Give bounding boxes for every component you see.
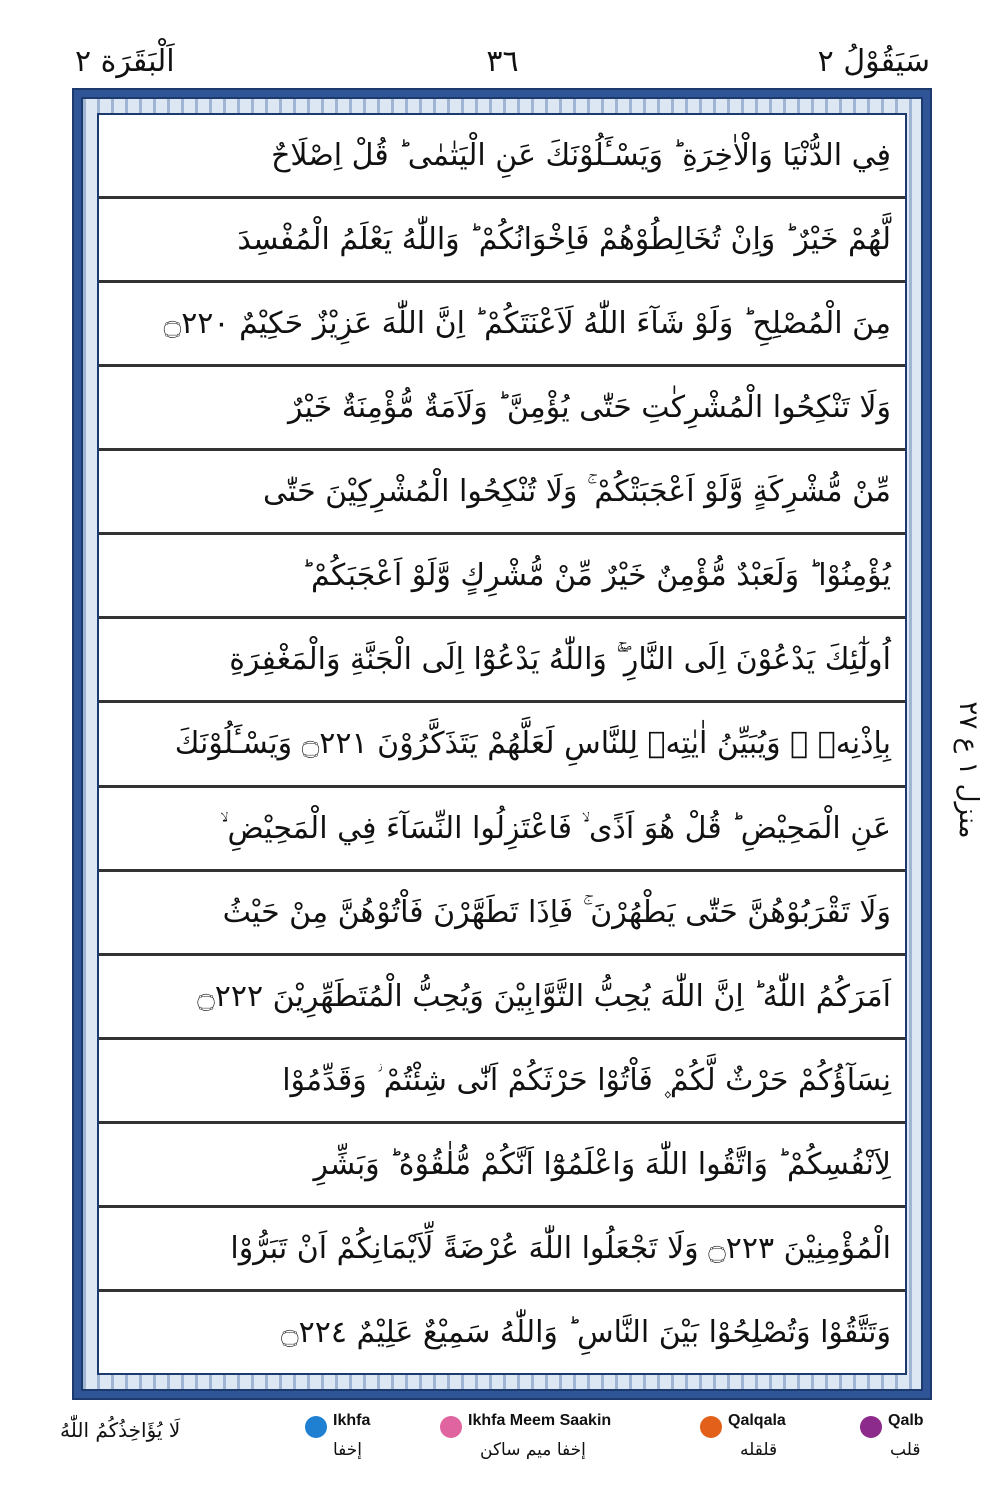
text-line: الْمُؤْمِنِيْنَ ۝٢٢٣ وَلَا تَجْعَلُوا اللّٰهَ عُرْضَةً لِّاَيْمَانِكُمْ اَنْ تَبَرُّوْا	[99, 1208, 905, 1292]
legend-label-en: Ikhfa	[333, 1412, 371, 1429]
text-line: لَّهُمْ خَيْرٌ ؕ وَاِنْ تُخَالِطُوْهُمْ فَاِخْوَانُكُمْ ؕ وَاللّٰهُ يَعْلَمُ الْمُفْسِدَ	[99, 199, 905, 283]
qalb-dot-icon	[860, 1416, 882, 1438]
text-line: مِّنْ مُّشْرِكَةٍ وَّلَوْ اَعْجَبَتْكُمْ ۚ وَلَا تُنْكِحُوا الْمُشْرِكِيْنَ حَتّٰى	[99, 451, 905, 535]
ikhfa-meem-saakin-dot-icon	[440, 1416, 462, 1438]
legend-label-en: Qalb	[888, 1412, 924, 1429]
text-line: اَمَرَكُمُ اللّٰهُ ؕ اِنَّ اللّٰهَ يُحِبُّ التَّوَّابِيْنَ وَيُحِبُّ الْمُتَطَهِّرِيْنَ ۝٢٢٢	[99, 956, 905, 1040]
text-line: يُؤْمِنُوْا ؕ وَلَعَبْدٌ مُّؤْمِنٌ خَيْرٌ مِّنْ مُّشْرِكٍ وَّلَوْ اَعْجَبَكُمْ ؕ	[99, 535, 905, 619]
text-line: اُولٰٓئِكَ يَدْعُوْنَ اِلَى النَّارِ ۖۚ وَاللّٰهُ يَدْعُوْٓا اِلَى الْجَنَّةِ وَالْمَغْفِرَةِ	[99, 619, 905, 703]
tajweed-legend	[60, 1410, 940, 1470]
text-line: عَنِ الْمَحِيْضِ ؕ قُلْ هُوَ اَذًى ۙ فَاعْتَزِلُوا النِّسَآءَ فِي الْمَحِيْضِ ۙ	[99, 788, 905, 872]
page-number: ٣٦	[486, 44, 519, 79]
page-header	[75, 40, 930, 90]
verse-lines	[99, 115, 905, 1373]
legend-label-ar: إخفا ميم ساكن	[480, 1440, 586, 1460]
legend-item-qalb	[860, 1410, 940, 1470]
text-line: فِي الدُّنْيَا وَالْاٰخِرَةِ ؕ وَيَسْـَٔلُوْنَكَ عَنِ الْيَتٰمٰى ؕ قُلْ اِصْلَاحٌ	[99, 115, 905, 199]
legend-label-ar: قلقله	[740, 1440, 778, 1460]
text-line: مِنَ الْمُصْلِحِ ؕ وَلَوْ شَآءَ اللّٰهُ لَاَعْنَتَكُمْ ؕ اِنَّ اللّٰهَ عَزِيْزٌ حَكِيْمٌ ۝٢٢٠	[99, 283, 905, 367]
text-line: لِاَنْفُسِكُمْ ؕ وَاتَّقُوا اللّٰهَ وَاعْلَمُوْٓا اَنَّكُمْ مُّلٰقُوْهُ ؕ وَبَشِّرِ	[99, 1124, 905, 1208]
juz-name: سَيَقُوْلُ ٢	[817, 44, 930, 79]
manzil-marker	[938, 600, 998, 940]
legend-item-ikhfa-meem-saakin	[440, 1410, 660, 1470]
text-line: وَلَا تَقْرَبُوْهُنَّ حَتّٰى يَطْهُرْنَ ۚ فَاِذَا تَطَهَّرْنَ فَاْتُوْهُنَّ مِنْ حَيْثُ	[99, 872, 905, 956]
qalqala-dot-icon	[700, 1416, 722, 1438]
text-line: بِاِذْنِهٖ ۚ وَيُبَيِّنُ اٰيٰتِهٖ لِلنَّاسِ لَعَلَّهُمْ يَتَذَكَّرُوْنَ ۝٢٢١ وَيَسْـَٔلُوْنَكَ	[99, 703, 905, 787]
legend-item-ikhfa	[305, 1410, 425, 1470]
decorative-border	[81, 97, 923, 1391]
verse-text-area	[97, 113, 907, 1375]
surah-name: اَلْبَقَرَة ٢	[75, 44, 175, 79]
ikhfa-dot-icon	[305, 1416, 327, 1438]
legend-label-ar: قلب	[890, 1440, 921, 1460]
legend-note: لَا يُؤَاخِذُكُمُ اللّٰهُ	[60, 1418, 181, 1442]
text-line: وَلَا تَنْكِحُوا الْمُشْرِكٰتِ حَتّٰى يُؤْمِنَّ ؕ وَلَاَمَةٌ مُّؤْمِنَةٌ خَيْرٌ	[99, 367, 905, 451]
text-line: وَتَتَّقُوْا وَتُصْلِحُوْا بَيْنَ النَّاسِ ؕ وَاللّٰهُ سَمِيْعٌ عَلِيْمٌ ۝٢٢٤	[281, 1314, 891, 1350]
manzil-label: منزل ١ ع ٢٧	[953, 701, 983, 839]
legend-label-en: Qalqala	[728, 1412, 786, 1429]
page-frame	[72, 88, 932, 1400]
legend-label-ar: إخفا	[333, 1440, 363, 1460]
text-line: نِسَآؤُكُمْ حَرْثٌ لَّكُمْ ۪ فَاْتُوْا حَرْثَكُمْ اَنّٰى شِئْتُمْ ؗ وَقَدِّمُوْا	[99, 1040, 905, 1124]
legend-label-en: Ikhfa Meem Saakin	[468, 1412, 612, 1429]
legend-item-qalqala	[700, 1410, 820, 1470]
